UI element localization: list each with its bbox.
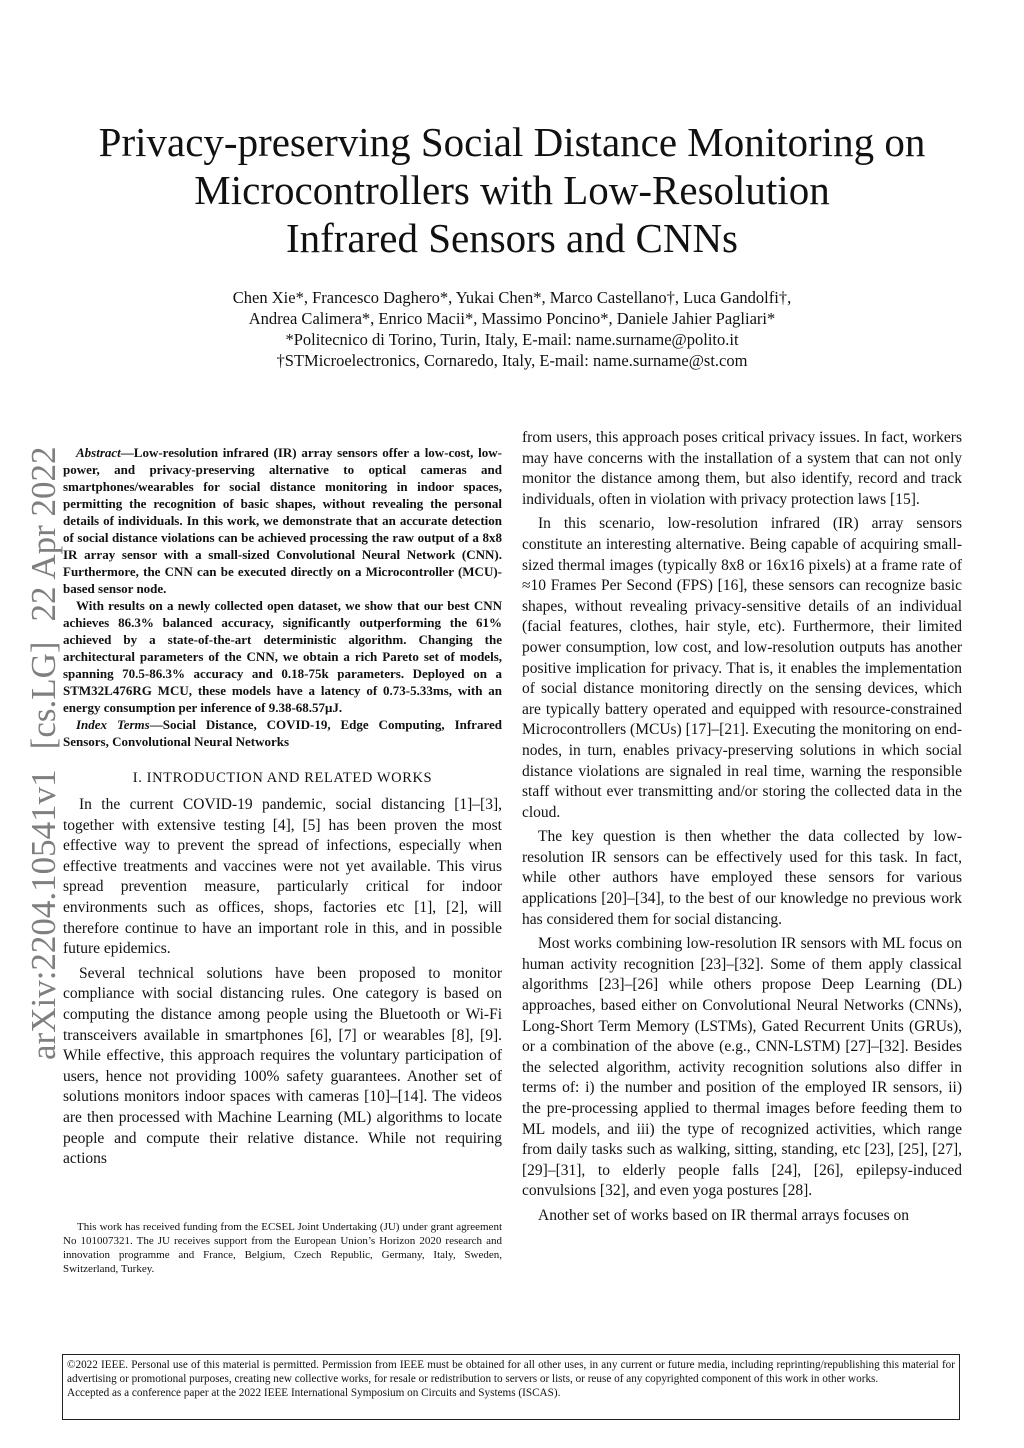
copyright-text: ©2022 IEEE. Personal use of this material is permitted. Permission from IEEE must be obtained for all other uses, in any current or future media, including reprinting/republishing this material for advertising or promotional purposes, creating new collective works, for resale or redistribution to servers or lists, or reuse of any copyrighted component of this work in other works.	[67, 1359, 955, 1385]
title-line: Infrared Sensors and CNNs	[285, 215, 739, 261]
body-paragraph: Most works combining low-resolution IR sensors with ML focus on human activity recognition [23]–[32]. Some of them apply classical algorithms [23]–[26] while others propose Deep Learning (DL) approaches, based either on Convolutional Neural Networks (CNNs), Long-Short Term Memory (LSTMs), Gated Recurrent Units (GRUs), or a combination of the above (e.g., CNN-LSTM) [27]–[32]. Besides the selected algorithm, activity recognition solutions also differ in terms of: i) the number and position of the employed IR sensors, ii) the pre-processing applied to thermal images before feeding them to ML models, and iii) the type of recognized activities, which range from daily tasks such as walking, sitting, standing, etc [23], [25], [27], [29]–[31], to elderly people falls [24], [26], epilepsy-induced convulsions [32], and even yoga postures [28].	[522, 935, 962, 1200]
affiliation-line: *Politecnico di Torino, Turin, Italy, E-mail: name.surname@polito.it	[285, 330, 739, 349]
section-heading: I. INTRODUCTION AND RELATED WORKS	[132, 770, 433, 786]
index-terms-text: —Social Distance, COVID-19, Edge Computing, Infrared Sensors, Convolutional Neural Networks	[63, 717, 502, 749]
affiliation-line: †STMicroelectronics, Cornaredo, Italy, E-mail: name.surname@st.com	[276, 351, 748, 370]
funding-footnote: This work has received funding from the ECSEL Joint Undertaking (JU) under grant agreement No 101007321. The JU receives support from the European Union’s Horizon 2020 research and innovation programme and France, Belgium, Czech Republic, Germany, Italy, Sweden, Switzerland, Turkey.	[63, 1221, 502, 1275]
body-paragraph: In the current COVID-19 pandemic, social distancing [1]–[3], together with extensive testing [4], [5] has been proven the most effective way to prevent the spread of infections, especially when effective treatments and vaccines were not yet available. This virus spread prevention measure, particularly critical for indoor environments such as offices, shops, factories etc [1], [2], will therefore continue to have an important role in this, and in possible future epidemics.	[63, 796, 502, 958]
abstract-text: —Low-resolution infrared (IR) array sensors offer a low-cost, low-power, and privacy-preserving alternative to optical cameras and smartphones/wearables for social distance monitoring in indoor spaces, permitting the recognition of basic shapes, without revealing the personal details of individuals. In this work, we demonstrate that an accurate detection of social distance violations can be achieved processing the raw output of a 8x8 IR array sensor with a small-sized Convolutional Neural Network (CNN). Furthermore, the CNN can be executed directly on a Microcontroller (MCU)-based sensor node.	[63, 445, 502, 596]
author-line: Andrea Calimera*, Enrico Macii*, Massimo Poncino*, Daniele Jahier Pagliari*	[248, 309, 776, 328]
arxiv-stamp	[22, 440, 66, 1060]
left-body	[63, 795, 502, 1170]
abstract	[63, 444, 502, 750]
body-paragraph: The key question is then whether the data collected by low-resolution IR sensors can be effectively used for this task. In fact, while other authors have employed these sensors for various applications [20]–[34], to the best of our knowledge no previous work has considered them for social distancing.	[522, 828, 962, 928]
abstract-paragraph: With results on a newly collected open dataset, we show that our best CNN achieves 86.3% balanced accuracy, significantly outperforming the 61% achieved by a state-of-the-art deterministic algorithm. Changing the architectural parameters of the CNN, we obtain a rich Pareto set of models, spanning 70.5-86.3% accuracy and 0.18-75k parameters. Deployed on a STM32L476RG MCU, these models have a latency of 0.73-5.33ms, with an energy consumption per inference of 9.38-68.57μJ.	[63, 598, 502, 715]
right-body	[522, 428, 962, 1227]
conference-note: Accepted as a conference paper at the 2022 IEEE International Symposium on Circuits and Systems (ISCAS).	[67, 1387, 561, 1399]
title-line: Microcontrollers with Low-Resolution	[194, 167, 830, 213]
body-paragraph: In this scenario, low-resolution infrared (IR) array sensors constitute an interesting alternative. Being capable of acquiring small-sized thermal images (typically 8x8 or 16x16 pixels) at a frame rate of ≈10 Frames Per Second (FPS) [16], these sensors can recognize basic shapes, without revealing privacy-sensitive details of an individual (facial features, clothes, hair style, etc). Furthermore, their limited power consumption, low cost, and low-resolution outputs has another positive implication for privacy. That is, it enables the implementation of social distance monitoring directly on the sensing devices, which are typically battery operated and equipped with resource-constrained Microcontrollers (MCUs) [17]–[21]. Executing the monitoring on end-nodes, in turn, enables privacy-preserving solutions in which social distance violations are signaled in real time, warning the responsible staff without ever transmitting and/or storing the collected data in the cloud.	[522, 515, 962, 821]
title-line: Privacy-preserving Social Distance Monitoring on	[98, 119, 926, 165]
body-paragraph: from users, this approach poses critical privacy issues. In fact, workers may have concerns with the installation of a system that can not only monitor the distance among them, but also identify, record and track individuals, often in violation with privacy protection laws [15].	[522, 429, 962, 508]
author-line: Chen Xie*, Francesco Daghero*, Yukai Chen*, Marco Castellano†, Luca Gandolfi†,	[232, 288, 792, 307]
right-column	[522, 428, 962, 1229]
left-column	[63, 444, 502, 1172]
abstract-label: Abstract	[76, 445, 121, 460]
arxiv-category: [cs.LG]	[24, 641, 63, 750]
paper-title	[80, 118, 944, 262]
arxiv-date: 22 Apr 2022	[24, 446, 63, 622]
body-paragraph: Several technical solutions have been proposed to monitor compliance with social distancing rules. One category is based on computing the distance among people using the Bluetooth or Wi-Fi transceivers available in smartphones [6], [7] or wearables [8], [9]. While effective, this approach requires the voluntary participation of users, hence not providing 100% safety guarantees. Another set of solutions monitors indoor spaces with cameras [10]–[14]. The videos are then processed with Machine Learning (ML) algorithms to locate people and compute their relative distance. While not requiring actions	[63, 964, 502, 1168]
abstract-paragraph	[63, 444, 502, 597]
index-terms-label: Index Terms	[76, 717, 150, 732]
copyright-notice	[62, 1354, 960, 1420]
body-paragraph: Another set of works based on IR thermal arrays focuses on	[538, 1206, 910, 1224]
author-block	[80, 287, 944, 371]
index-terms	[63, 716, 502, 750]
arxiv-id: arXiv:2204.10541v1	[24, 769, 63, 1060]
